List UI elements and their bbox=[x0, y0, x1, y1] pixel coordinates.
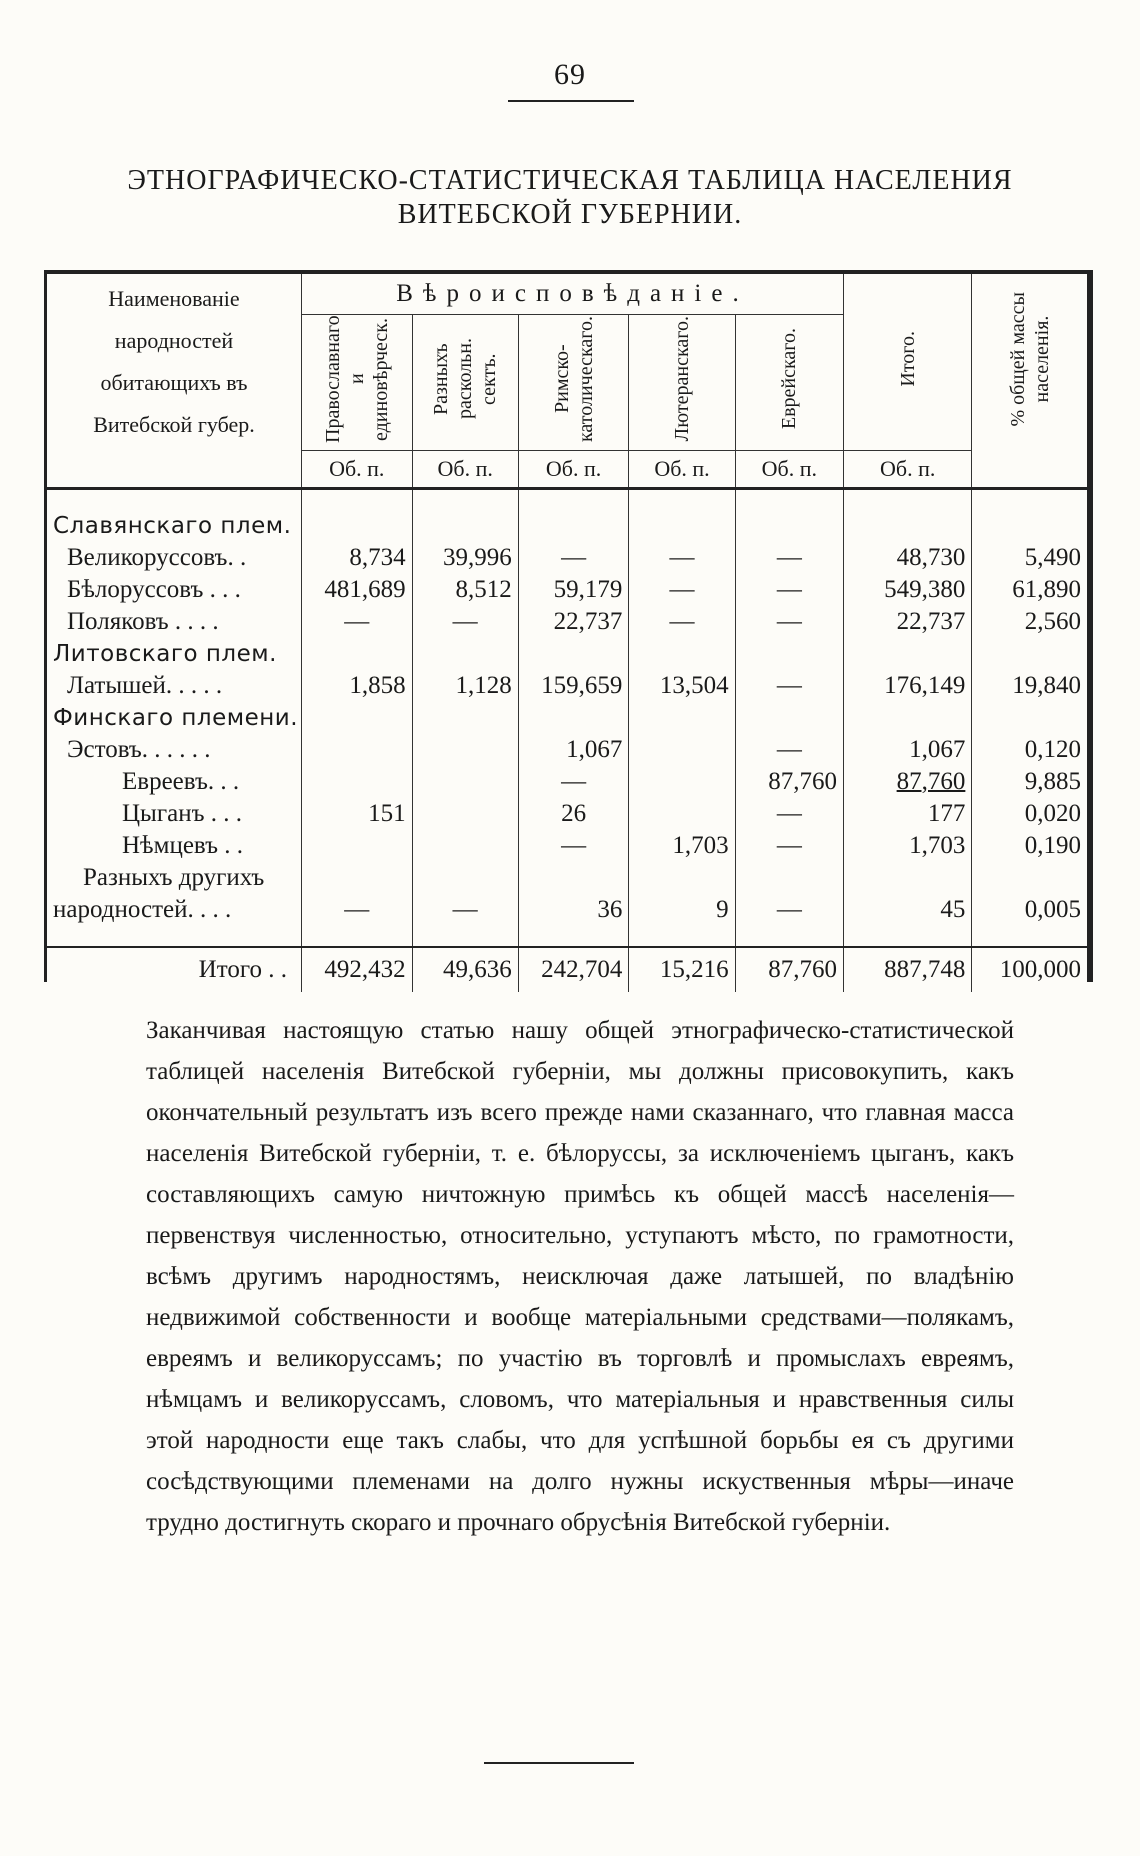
cell: 9,885 bbox=[1024, 768, 1081, 795]
cell: 59,179 bbox=[518, 574, 629, 606]
cell: 8,512 bbox=[412, 574, 518, 606]
cell: 549,380 bbox=[844, 574, 972, 606]
orthodox-column-label: Православнаго и единовѣрческ. bbox=[321, 315, 392, 443]
lutheran-column-header bbox=[629, 315, 735, 451]
total-cell: 492,432 bbox=[301, 947, 412, 992]
table-row bbox=[47, 606, 1087, 638]
cell: 5,490 bbox=[1024, 544, 1081, 571]
table-row bbox=[47, 830, 1087, 862]
paragraph-text: Заканчивая настоящую статью нашу общей этнографическо-статистической таблицей населенія Витебской губерніи, мы должны присовокупить, какъ окончательный результатъ изъ всего прежде нами сказаннаго, что главная масса населенія Витебской губерніи, т. е. бѣлоруссы, за исключеніемъ цыганъ, какъ составляющихъ самую ничтожную примѣсь къ общей массѣ населенія—первенствуя численностью, относительно, уступаютъ мѣсто, по грамотности, всѣмъ другимъ народностямъ, неисключая даже латышей, по владѣнію недвижимой собственности и вообще матеріальными средствами—полякамъ, евреямъ и великоруссамъ; по участію въ торговлѣ и промыслахъ евреямъ, нѣмцамъ и великоруссамъ, словомъ, что матеріальныя и нравственныя силы этой народности еще такъ слабы, что для успѣшной борьбы ея съ другими сосѣдствующими племенами на долго нужны искуственныя мѣры—иначе трудно достигнуть скораго и прочнаго обрусѣнія Витебской губерніи. bbox=[146, 1017, 1014, 1536]
row-name: Нѣмцевъ . . bbox=[47, 830, 301, 862]
page-number: 69 bbox=[554, 58, 586, 91]
cell: 9 bbox=[629, 894, 735, 926]
percent-column-label: % общей массы населенія. bbox=[1006, 291, 1053, 426]
table-row bbox=[47, 734, 1087, 766]
table-row bbox=[47, 862, 1087, 894]
unit-cell: Об. п. bbox=[301, 451, 412, 489]
unit-cell: Об. п. bbox=[412, 451, 518, 489]
cell bbox=[301, 830, 412, 862]
row-name: Бѣлоруссовъ . . . bbox=[47, 574, 301, 606]
total-cell: 15,216 bbox=[629, 947, 735, 992]
cell: 87,760 bbox=[735, 766, 843, 798]
cell: 36 bbox=[518, 894, 629, 926]
cell bbox=[629, 798, 735, 830]
cell: 48,730 bbox=[844, 542, 972, 574]
cell: 177 bbox=[844, 798, 972, 830]
cell: 1,703 bbox=[844, 830, 972, 862]
unit-blank bbox=[972, 451, 1087, 489]
cell bbox=[412, 798, 518, 830]
end-rule bbox=[484, 1762, 634, 1764]
cell: 1,858 bbox=[301, 670, 412, 702]
row-name: Эстовъ. . . . . . bbox=[47, 734, 301, 766]
group-header-row bbox=[47, 510, 1087, 542]
statistics-table-frame bbox=[44, 270, 1093, 982]
cell: 0,020 bbox=[1024, 800, 1081, 827]
cell: 13,504 bbox=[629, 670, 735, 702]
cell: 481,689 bbox=[301, 574, 412, 606]
percent-column-header bbox=[972, 274, 1087, 451]
jewish-column-header bbox=[735, 315, 843, 451]
old-believers-column-label: Разныхъ раскольн. сектъ. bbox=[430, 338, 501, 420]
jewish-column-label: Еврейскаго. bbox=[778, 328, 801, 430]
orthodox-column-header bbox=[301, 315, 412, 451]
cell: — bbox=[629, 542, 735, 574]
cell: 87,760 bbox=[844, 766, 972, 798]
page-title bbox=[0, 164, 1140, 232]
cell: 2,560 bbox=[1024, 608, 1081, 635]
lutheran-column-label: Лютеранскаго. bbox=[671, 316, 693, 442]
cell: 8,734 bbox=[301, 542, 412, 574]
cell: 1,128 bbox=[412, 670, 518, 702]
cell: 0,005 bbox=[1024, 896, 1081, 923]
cell: 1,067 bbox=[844, 734, 972, 766]
cell: — bbox=[301, 606, 412, 638]
cell bbox=[412, 766, 518, 798]
group-title: Литовскаго плем. bbox=[47, 638, 301, 670]
table-row bbox=[47, 894, 1087, 926]
total-row bbox=[47, 947, 1087, 992]
table-row bbox=[47, 542, 1087, 574]
religion-group-header: Вѣроисповѣданіе. bbox=[301, 274, 843, 315]
cell: 45 bbox=[844, 894, 972, 926]
group-title: Славянскаго плем. bbox=[47, 510, 301, 542]
group-title: Финскаго племени. bbox=[47, 702, 301, 734]
cell: — bbox=[301, 894, 412, 926]
catholic-column-label: Римско-католическаго. bbox=[550, 316, 597, 442]
cell: 61,890 bbox=[1012, 576, 1081, 603]
old-believers-column-header bbox=[412, 315, 518, 451]
title-line-1: ЭТНОГРАФИЧЕСКО-СТАТИСТИЧЕСКАЯ ТАБЛИЦА НАСЕЛЕНИЯ bbox=[127, 165, 1013, 196]
unit-cell: Об. п. bbox=[735, 451, 843, 489]
cell: 22,737 bbox=[518, 606, 629, 638]
total-cell: 87,760 bbox=[735, 947, 843, 992]
cell: — bbox=[735, 670, 843, 702]
total-label: Итого . . bbox=[47, 947, 301, 992]
total-cell: 242,704 bbox=[518, 947, 629, 992]
cell: 19,840 bbox=[1012, 672, 1081, 699]
cell: — bbox=[629, 574, 735, 606]
cell: 0,190 bbox=[1024, 832, 1081, 859]
cell: 1,703 bbox=[629, 830, 735, 862]
cell: — bbox=[735, 830, 843, 862]
table-row bbox=[47, 670, 1087, 702]
cell bbox=[412, 734, 518, 766]
unit-blank bbox=[47, 451, 301, 489]
table-row bbox=[47, 798, 1087, 830]
row-name: Великоруссовъ. . bbox=[47, 542, 301, 574]
cell bbox=[629, 766, 735, 798]
total-cell: 100,000 bbox=[972, 947, 1087, 992]
cell bbox=[301, 766, 412, 798]
cell: — bbox=[735, 574, 843, 606]
unit-cell: Об. п. bbox=[844, 451, 972, 489]
cell bbox=[412, 830, 518, 862]
row-name: Евреевъ. . . bbox=[47, 766, 301, 798]
cell: — bbox=[735, 606, 843, 638]
group-header-row bbox=[47, 702, 1087, 734]
cell: — bbox=[518, 830, 629, 862]
cell: 176,149 bbox=[844, 670, 972, 702]
group-header-row bbox=[47, 638, 1087, 670]
cell: 22,737 bbox=[844, 606, 972, 638]
total-cell: 887,748 bbox=[844, 947, 972, 992]
cell: — bbox=[412, 606, 518, 638]
cell: — bbox=[735, 734, 843, 766]
cell bbox=[629, 734, 735, 766]
total-column-header bbox=[844, 274, 972, 451]
cell: — bbox=[518, 766, 629, 798]
cell: 39,996 bbox=[412, 542, 518, 574]
table-row bbox=[47, 766, 1087, 798]
cell: — bbox=[629, 606, 735, 638]
total-cell: 49,636 bbox=[412, 947, 518, 992]
page-number-rule bbox=[508, 100, 634, 102]
body-paragraph bbox=[146, 1010, 1014, 1543]
cell: 26 bbox=[518, 798, 629, 830]
title-line-2: ВИТЕБСКОЙ ГУБЕРНИИ. bbox=[397, 199, 743, 230]
catholic-column-header bbox=[518, 315, 629, 451]
unit-cell: Об. п. bbox=[629, 451, 735, 489]
cell: 0,120 bbox=[1024, 736, 1081, 763]
statistics-table bbox=[47, 274, 1087, 992]
cell: 1,067 bbox=[518, 734, 629, 766]
cell: — bbox=[412, 894, 518, 926]
cell: 151 bbox=[301, 798, 412, 830]
row-name: Поляковъ . . . . bbox=[47, 606, 301, 638]
cell: — bbox=[735, 894, 843, 926]
name-column-header: Наименованіе народностей обитающихъ въ Витебской губер. bbox=[47, 274, 301, 451]
cell: — bbox=[735, 798, 843, 830]
cell: — bbox=[518, 542, 629, 574]
cell: — bbox=[735, 542, 843, 574]
row-name-line-2: народностей. . . . bbox=[47, 894, 301, 926]
unit-row bbox=[47, 451, 1087, 489]
row-name: Латышей. . . . . bbox=[47, 670, 301, 702]
cell: 159,659 bbox=[518, 670, 629, 702]
cell bbox=[301, 734, 412, 766]
row-name-line-1: Разныхъ другихъ bbox=[47, 862, 301, 894]
table-row bbox=[47, 574, 1087, 606]
total-column-label: Итого. bbox=[896, 330, 919, 387]
row-name: Цыганъ . . . bbox=[47, 798, 301, 830]
unit-cell: Об. п. bbox=[518, 451, 629, 489]
